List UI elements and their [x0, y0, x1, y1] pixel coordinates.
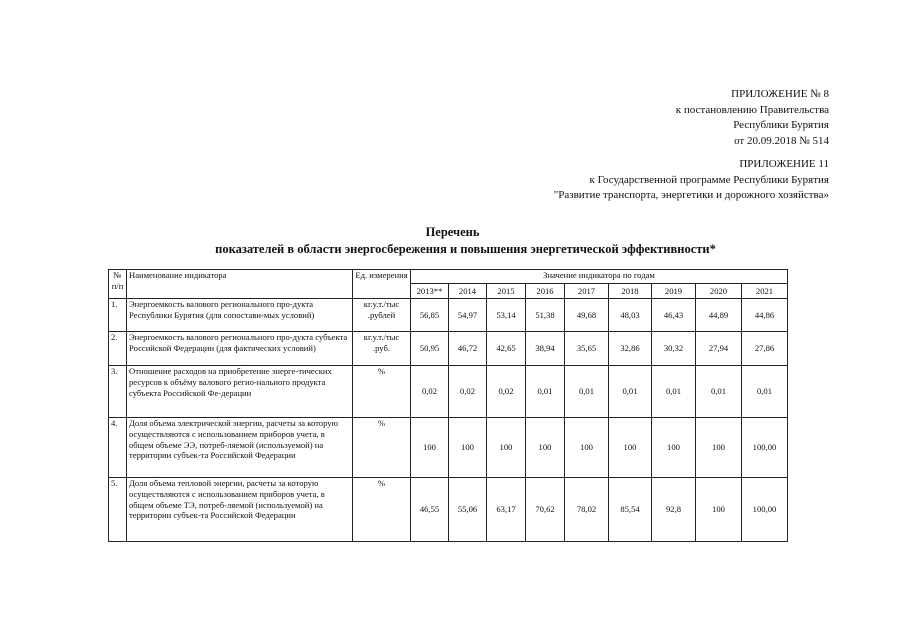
table-row [109, 366, 788, 418]
indicator-value: 0,02 [449, 366, 487, 418]
header-values-by-year: Значение индикатора по годам [411, 270, 788, 284]
indicator-unit: кг.у.т./тыс .рублей [353, 299, 411, 332]
appendix-8-title: ПРИЛОЖЕНИЕ № 8 [731, 88, 829, 100]
appendix-11-line3: "Развитие транспорта, энергетики и дорожного хозяйства» [553, 189, 829, 201]
row-number: 2. [109, 332, 127, 366]
table-header-row [109, 270, 788, 284]
indicator-name: Энергоемкость валового регионального про-дукта Республики Бурятия (для сопостави-мых условий) [127, 299, 353, 332]
table-row [109, 418, 788, 478]
indicator-value: 46,72 [449, 332, 487, 366]
indicator-value: 63,17 [487, 478, 526, 542]
indicator-value: 46,55 [411, 478, 449, 542]
row-number: 1. [109, 299, 127, 332]
indicator-value: 0,01 [526, 366, 565, 418]
indicator-value: 78,02 [565, 478, 609, 542]
indicator-value: 49,68 [565, 299, 609, 332]
indicator-value: 27,94 [696, 332, 742, 366]
indicator-unit: % [353, 366, 411, 418]
indicator-value: 51,38 [526, 299, 565, 332]
indicator-value: 100 [526, 418, 565, 478]
indicator-unit: % [353, 478, 411, 542]
document-title: Перечень [425, 225, 480, 239]
indicator-value: 44,89 [696, 299, 742, 332]
indicator-value: 55,06 [449, 478, 487, 542]
indicator-value: 0,01 [652, 366, 696, 418]
indicator-value: 35,65 [565, 332, 609, 366]
appendix-8-header [676, 87, 829, 149]
year-header: 2014 [449, 284, 487, 299]
header-unit: Ед. измерения [353, 270, 411, 299]
indicator-value: 0,01 [742, 366, 788, 418]
indicator-value: 48,03 [609, 299, 652, 332]
indicator-value: 53,14 [487, 299, 526, 332]
table-row [109, 332, 788, 366]
appendix-11-line2: к Государственной программе Республики Бурятия [589, 173, 829, 186]
indicator-value: 0,01 [696, 366, 742, 418]
row-number: 3. [109, 366, 127, 418]
indicator-unit: кг.у.т./тыс .руб. [353, 332, 411, 366]
indicator-value: 30,32 [652, 332, 696, 366]
indicator-value: 100,00 [742, 418, 788, 478]
year-header: 2015 [487, 284, 526, 299]
appendix-8-date: от 20.09.2018 № 514 [734, 134, 829, 147]
year-header: 2016 [526, 284, 565, 299]
year-header: 2017 [565, 284, 609, 299]
indicator-value: 100 [411, 418, 449, 478]
indicator-value: 100,00 [742, 478, 788, 542]
indicator-name: Отношение расходов на приобретение энерге-тических ресурсов к объёму валового регио-нального продукта субъекта Российской Фе-дерации [127, 366, 353, 418]
indicator-value: 0,02 [487, 366, 526, 418]
appendix-8-line3: Республики Бурятия [733, 119, 829, 131]
appendix-11-title: ПРИЛОЖЕНИЕ 11 [739, 158, 829, 170]
year-header: 2021 [742, 284, 788, 299]
table-row [109, 299, 788, 332]
indicator-value: 0,01 [609, 366, 652, 418]
table-row [109, 478, 788, 542]
indicator-value: 100 [652, 418, 696, 478]
indicator-value: 85,54 [609, 478, 652, 542]
indicator-value: 38,94 [526, 332, 565, 366]
indicator-value: 100 [696, 418, 742, 478]
indicator-name: Доля объема тепловой энергии, расчеты за которую осуществляются с использованием приборов учета, в общем объеме ТЭ, потреб-ляемой (используемой) на территории субъек-та Российской Федерации [127, 478, 353, 542]
indicator-value: 70,62 [526, 478, 565, 542]
indicator-value: 42,65 [487, 332, 526, 366]
indicator-value: 100 [696, 478, 742, 542]
year-header: 2020 [696, 284, 742, 299]
indicator-value: 0,02 [411, 366, 449, 418]
indicator-value: 100 [487, 418, 526, 478]
row-number: 4. [109, 418, 127, 478]
indicators-table [108, 269, 788, 542]
indicator-value: 100 [449, 418, 487, 478]
indicator-name: Доля объема электрической энергии, расчеты за которую осуществляются с использованием приборов учета, в общем объеме ЭЭ, потреб-ляемой (используемой) на территории субъек-та Российской Федерации [127, 418, 353, 478]
year-header: 2018 [609, 284, 652, 299]
indicator-name: Энергоемкость валового регионального про-дукта субъекта Российской Федерации (для фактических условий) [127, 332, 353, 366]
indicator-value: 56,85 [411, 299, 449, 332]
indicator-value: 44,86 [742, 299, 788, 332]
indicator-value: 32,86 [609, 332, 652, 366]
year-header: 2019 [652, 284, 696, 299]
row-number: 5. [109, 478, 127, 542]
indicator-value: 0,01 [565, 366, 609, 418]
indicator-unit: % [353, 418, 411, 478]
indicator-value: 50,95 [411, 332, 449, 366]
indicator-value: 27,86 [742, 332, 788, 366]
indicator-value: 100 [609, 418, 652, 478]
document-subtitle: показателей в области энергосбережения и повышения энергетической эффективности* [215, 242, 716, 256]
appendix-8-line2: к постановлению Правительства [675, 103, 829, 116]
indicator-value: 100 [565, 418, 609, 478]
indicator-value: 54,97 [449, 299, 487, 332]
indicator-value: 92,8 [652, 478, 696, 542]
header-indicator-name: Наименование индикатора [127, 270, 353, 299]
indicator-value: 46,43 [652, 299, 696, 332]
header-number: № п/п [109, 270, 127, 299]
appendix-11-header [554, 157, 829, 204]
year-header: 2013** [411, 284, 449, 299]
